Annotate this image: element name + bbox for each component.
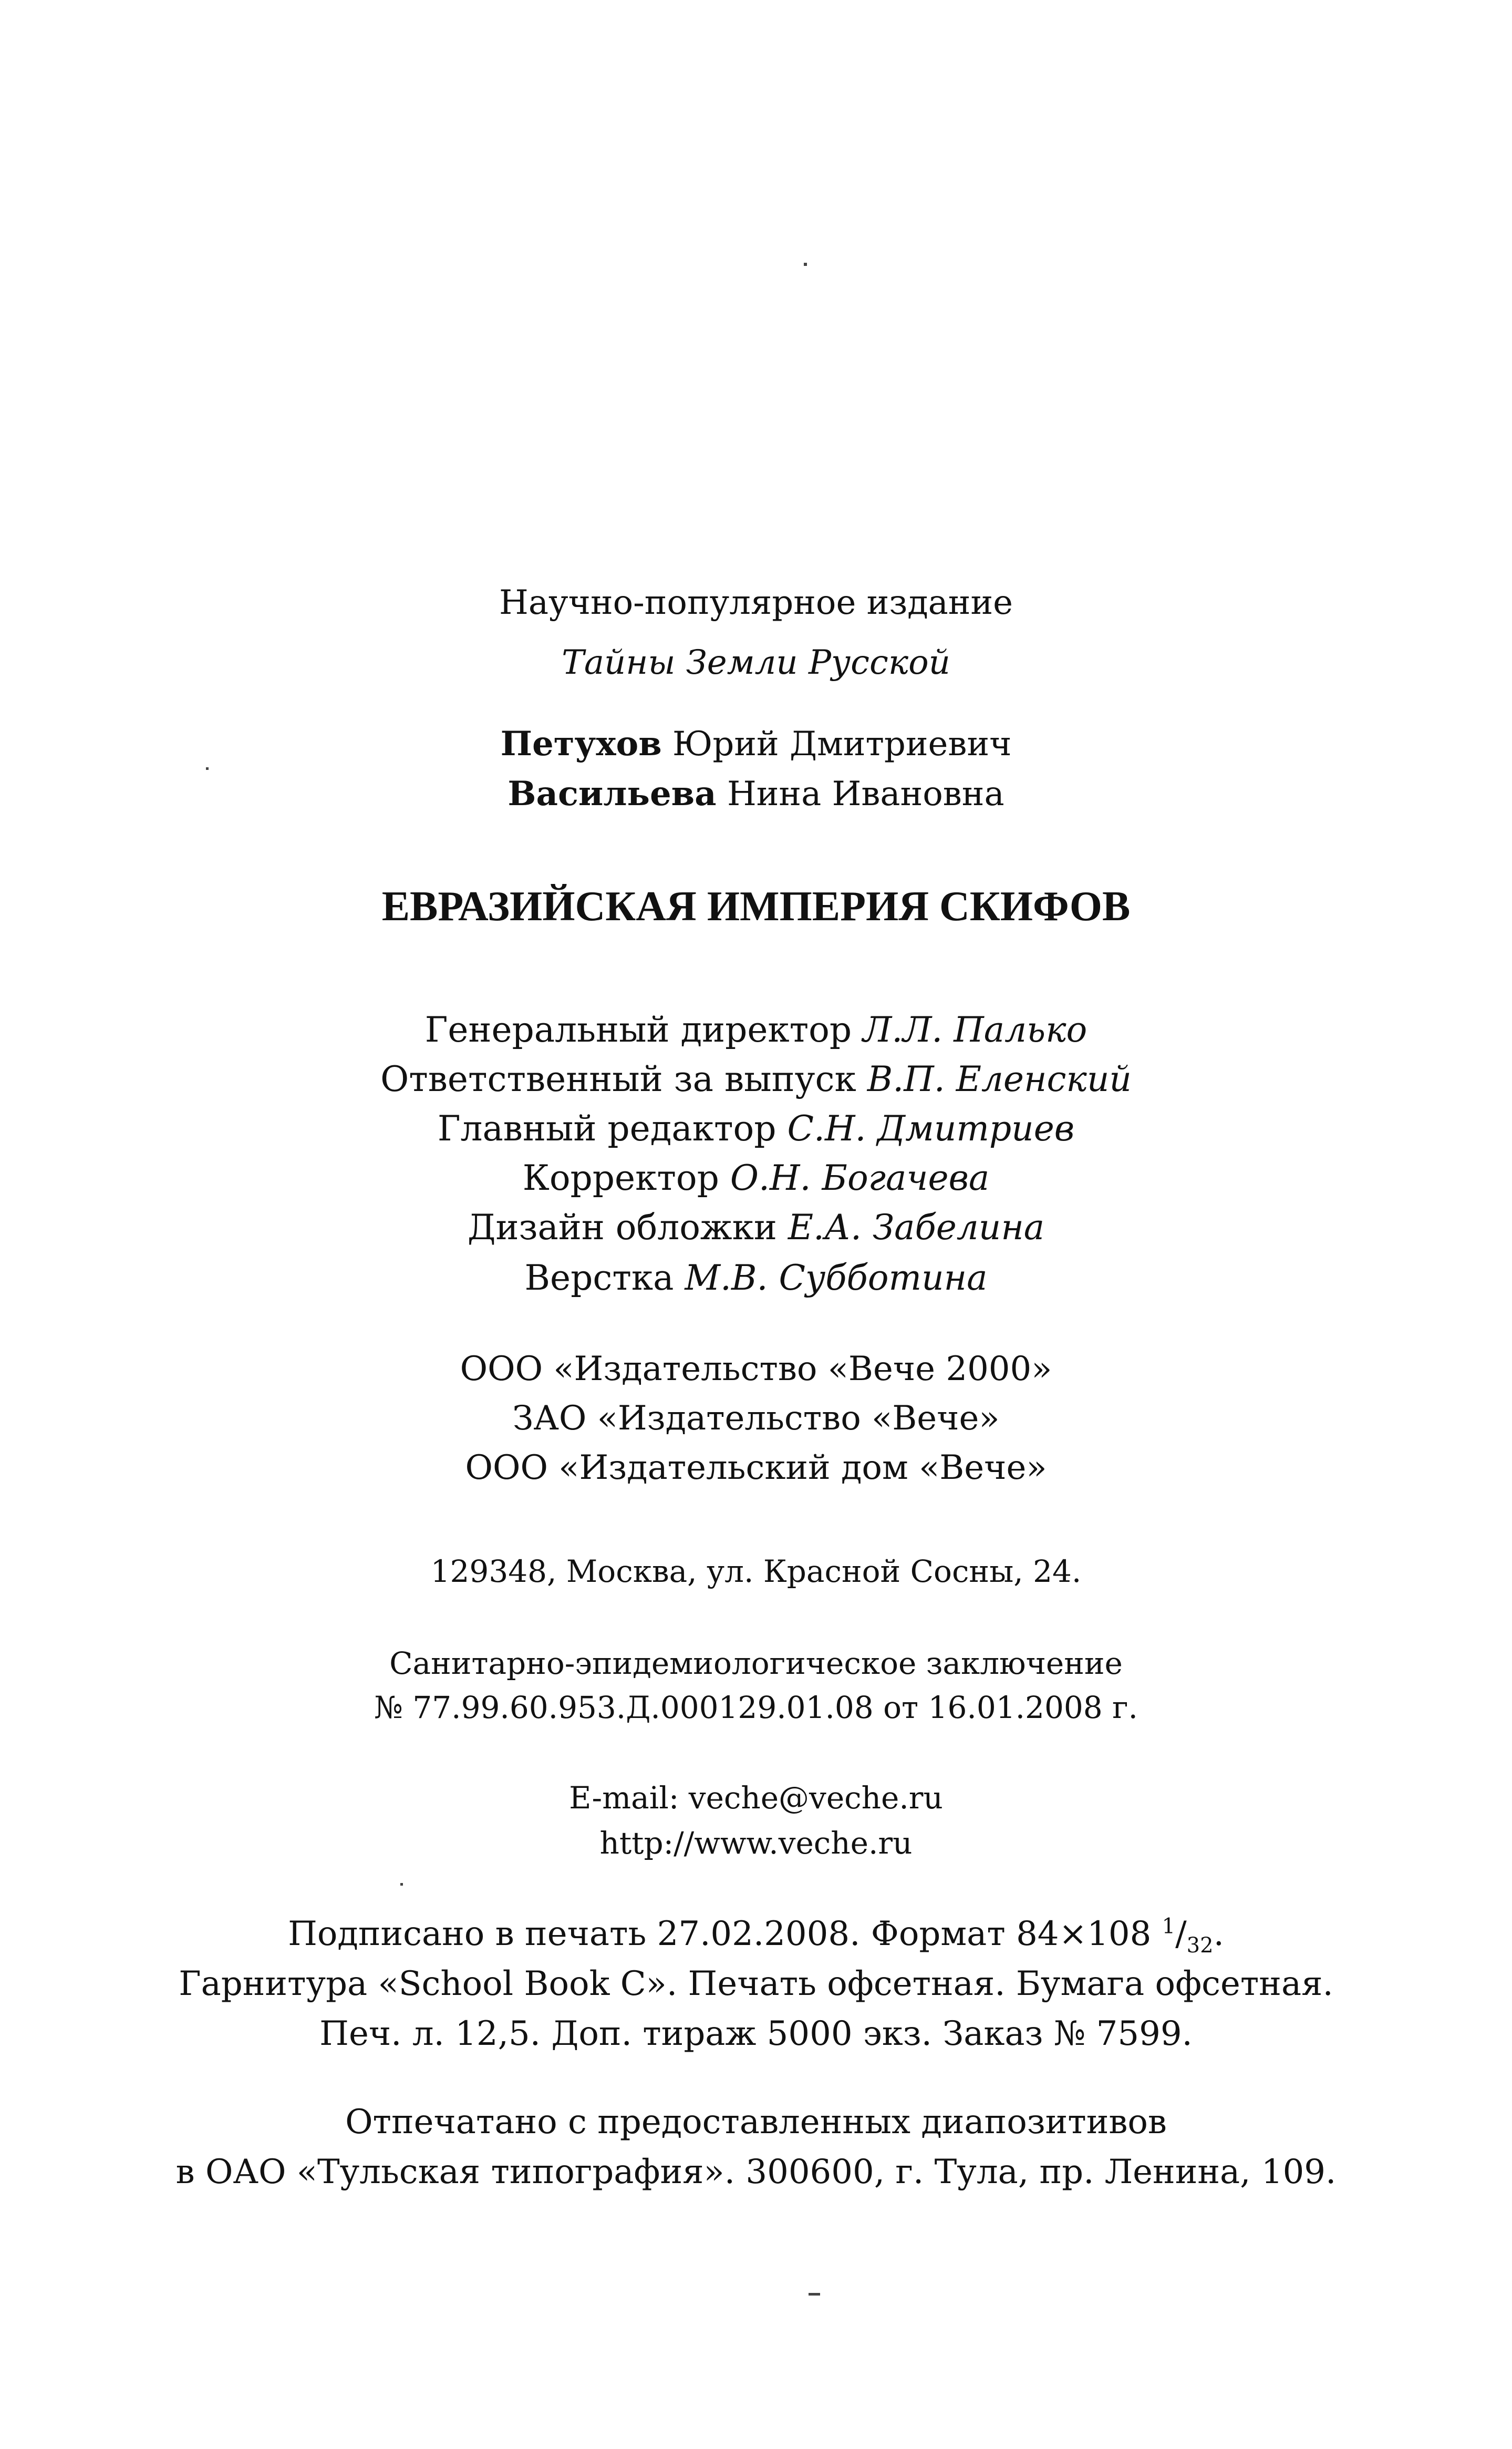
printer-line-2: в ОАО «Тульская типография». 300600, г. Тула, пр. Ленина, 109. (175, 2153, 1337, 2191)
staff-role: Корректор (522, 1158, 719, 1198)
contact-website: http://www.veche.ru (599, 1825, 913, 1861)
format-separator: / (1175, 1915, 1187, 1953)
staff-name: О.Н. Богачева (730, 1158, 990, 1198)
author-1-surname: Петухов (500, 724, 662, 764)
staff-editor (0, 1104, 1512, 1154)
staff-release (0, 1054, 1512, 1105)
print-signed (0, 1909, 1512, 1959)
print-signed-end: . (1213, 1915, 1224, 1953)
print-speck (400, 1883, 403, 1886)
print-speck (809, 2293, 820, 2296)
series-name: Тайны Земли Русской (562, 643, 950, 682)
publisher-1: ООО «Издательство «Вече 2000» (460, 1350, 1052, 1388)
publisher-address: 129348, Москва, ул. Красной Сосны, 24. (430, 1553, 1082, 1589)
staff-name: С.Н. Дмитриев (787, 1108, 1075, 1149)
staff-role: Верстка (524, 1258, 674, 1298)
sanitary-conclusion: Санитарно-эпидемиологическое заключение (389, 1645, 1123, 1681)
contact-email: E-mail: veche@veche.ru (569, 1780, 943, 1816)
author-1 (0, 719, 1512, 769)
staff-name: М.В. Субботина (685, 1258, 988, 1298)
staff-name: Л.Л. Палько (863, 1010, 1088, 1050)
sanitary-number: № 77.99.60.953.Д.000129.01.08 от 16.01.2008 г. (374, 1690, 1138, 1725)
print-run: Печ. л. 12,5. Доп. тираж 5000 экз. Заказ № 7599. (319, 2014, 1193, 2053)
print-speck (804, 263, 807, 266)
printer-line-1: Отпечатано с предоставленных диапозитивов (345, 2103, 1167, 2142)
book-title: ЕВРАЗИЙСКАЯ ИМПЕРИЯ СКИФОВ (381, 883, 1131, 930)
staff-cover-design (0, 1202, 1512, 1253)
staff-role: Ответственный за выпуск (380, 1059, 856, 1099)
author-1-given: Юрий Дмитриевич (672, 725, 1012, 764)
format-numerator: 1 (1162, 1914, 1176, 1939)
format-denominator: 32 (1186, 1933, 1214, 1958)
staff-role: Дизайн обложки (467, 1207, 777, 1248)
staff-role: Главный редактор (437, 1108, 776, 1149)
author-2 (0, 769, 1512, 819)
series-label: Научно-популярное издание (499, 583, 1013, 622)
author-2-given: Нина Ивановна (727, 775, 1004, 814)
staff-proofreader (0, 1153, 1512, 1203)
publisher-2: ЗАО «Издательство «Вече» (512, 1399, 1000, 1438)
author-2-surname: Васильева (508, 774, 717, 814)
staff-director (0, 1005, 1512, 1055)
print-typeface: Гарнитура «School Book C». Печать офсетная. Бумага офсетная. (179, 1964, 1333, 2003)
print-signed-text: Подписано в печать 27.02.2008. Формат 84×108 (288, 1915, 1162, 1953)
staff-role: Генеральный директор (424, 1010, 852, 1050)
staff-name: В.П. Еленский (867, 1059, 1132, 1099)
publisher-3: ООО «Издательский дом «Вече» (465, 1448, 1047, 1487)
staff-name: Е.А. Забелина (788, 1207, 1045, 1248)
staff-layout (0, 1253, 1512, 1303)
